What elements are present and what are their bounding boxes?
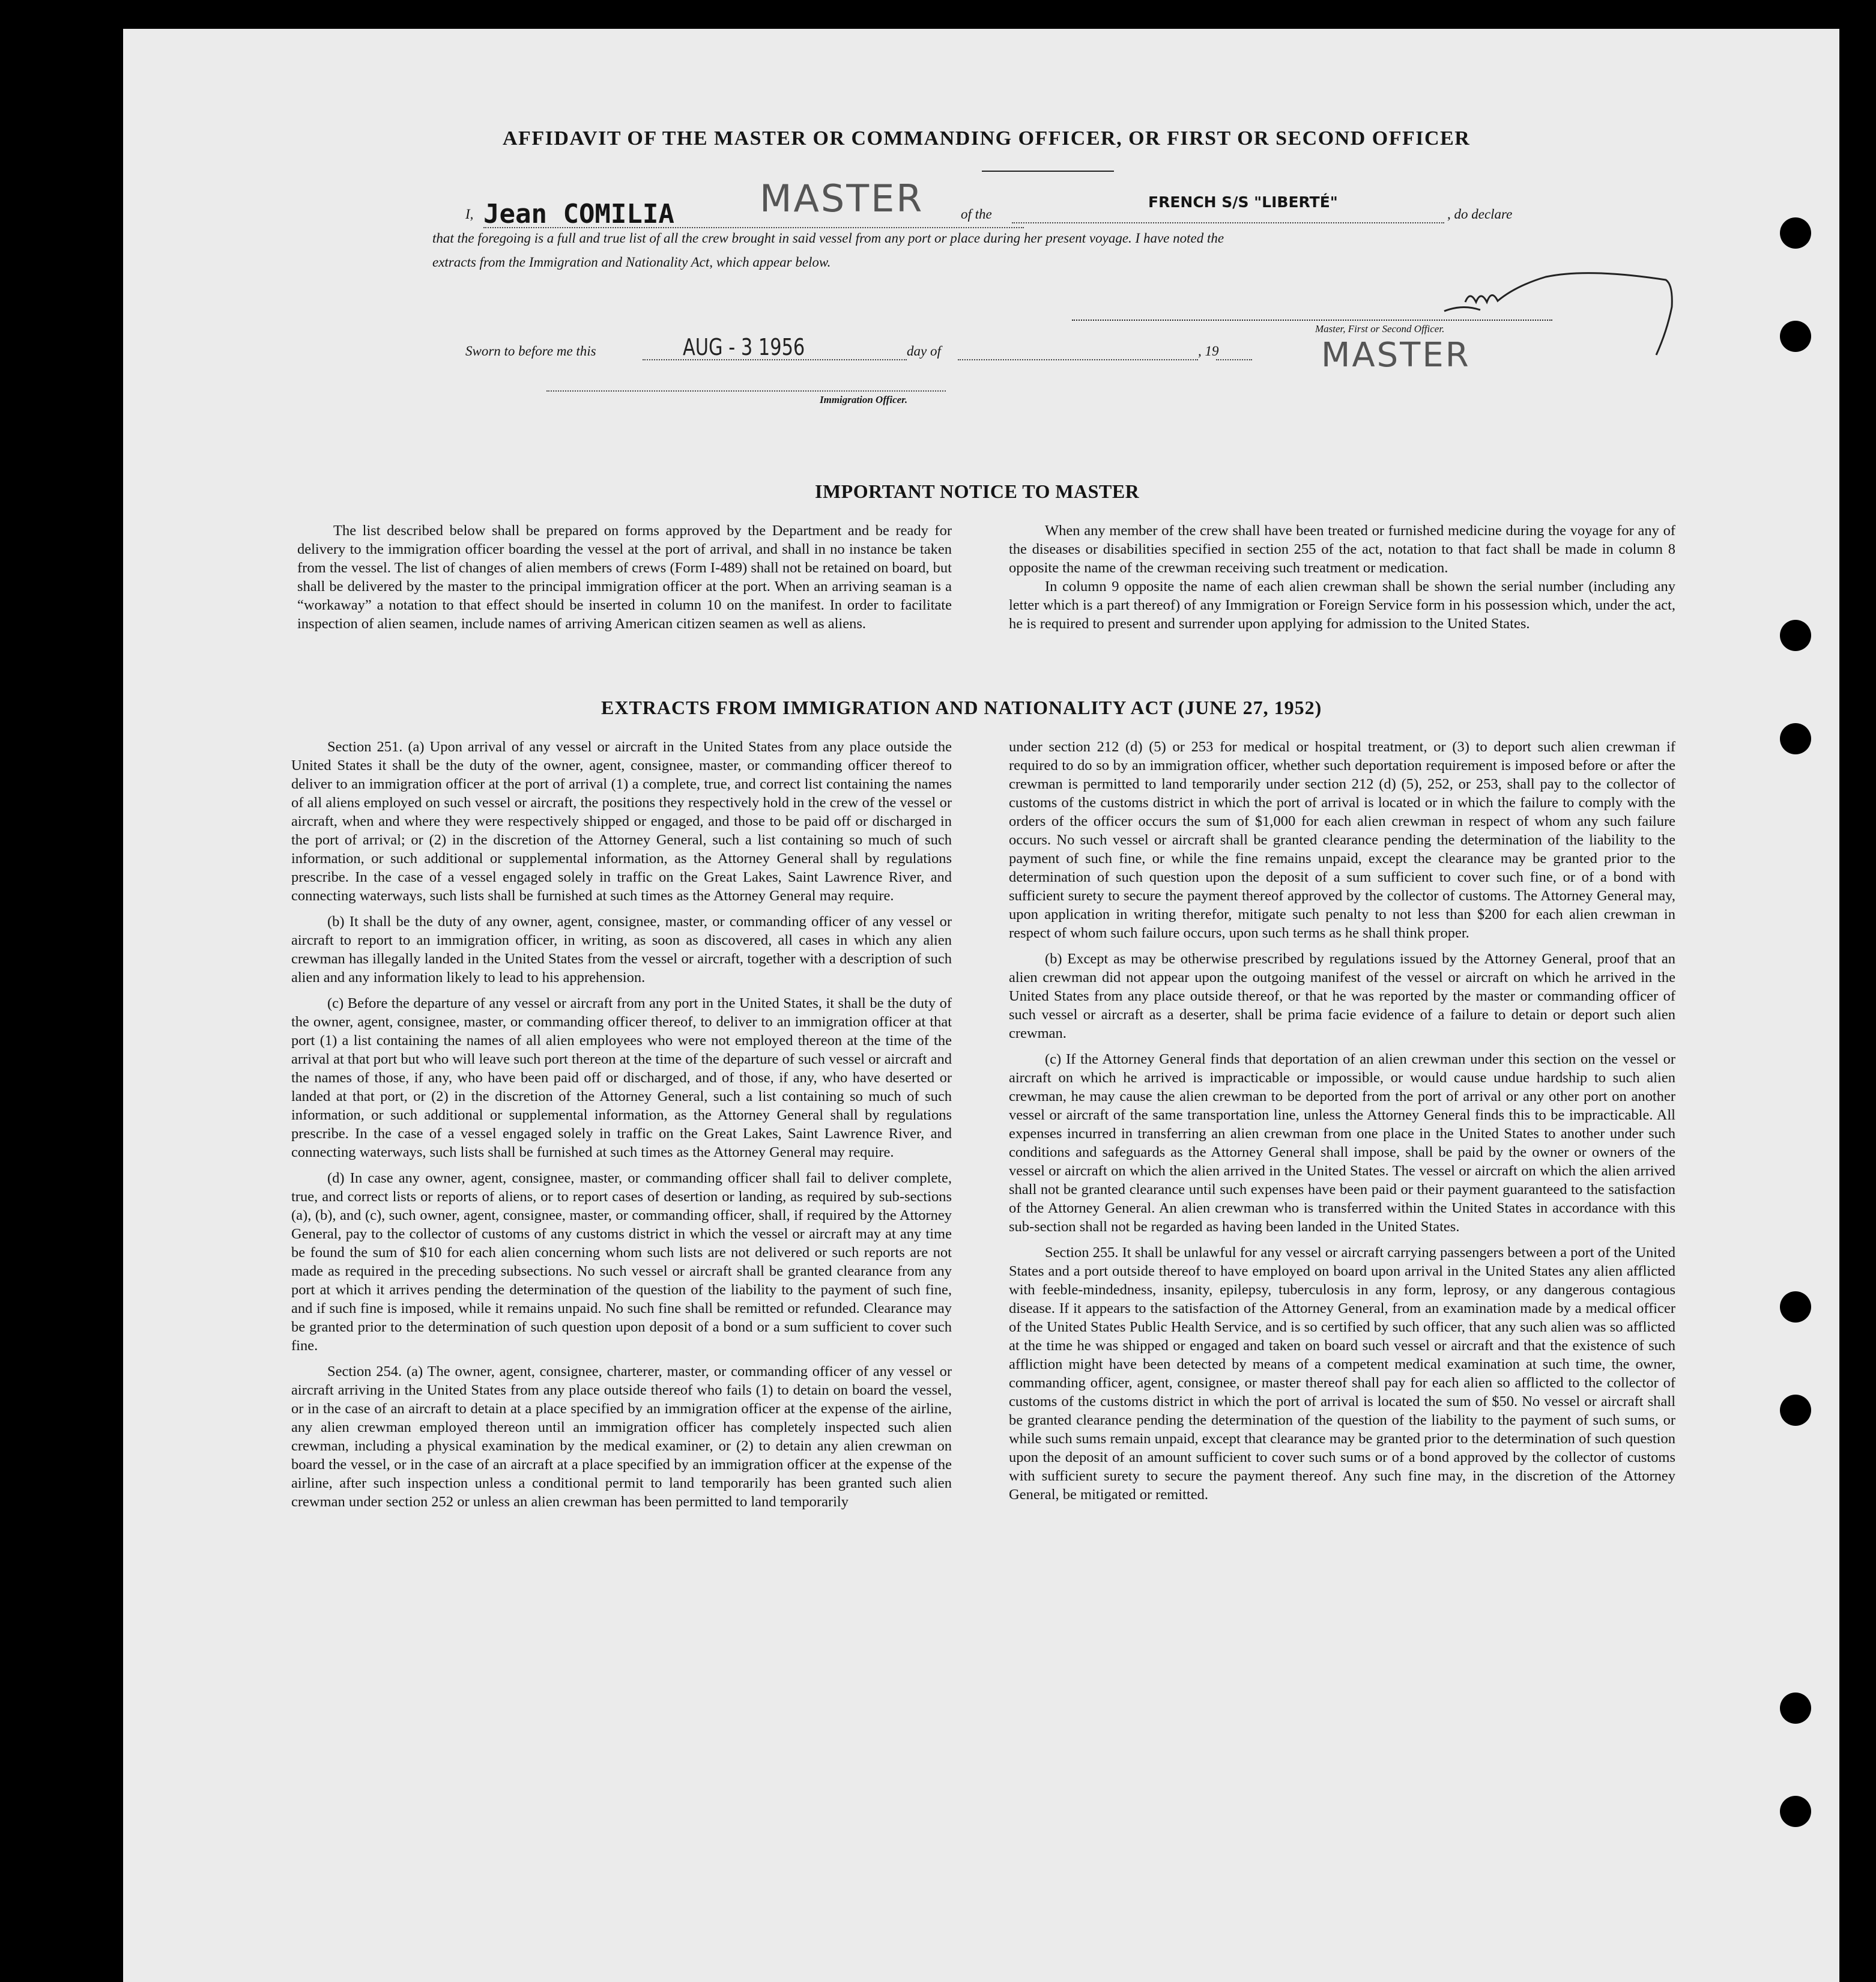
vessel-name: FRENCH S/S "LIBERTÉ" xyxy=(1148,193,1338,211)
section-254-a: Section 254. (a) The owner, agent, consignee, charterer, master, or commanding officer of any vessel or aircraft arriving in the United States from any place outside thereof who fails (1) to detain on board the vessel, or in the case of an aircraft to detain at a place specified by an immigration officer at the expense of the airline, any alien crewman employed thereon until an immigration officer has completely inspected such alien crewman, including a physical examination by the medical examiner, or (2) to detain any alien crewman on board the vessel, or in the case of an aircraft at a place specified by an immigration officer at the expense of the airline, after such inspection unless a conditional permit to land temporarily has been granted such alien crewman under section 252 or unless an alien crewman has been permitted to land temporarily xyxy=(291,1363,952,1510)
section-255: Section 255. It shall be unlawful for any vessel or aircraft carrying passengers between a port of the United States and a port outside thereof to have employed on board upon arrival in the United States any alien afflicted with feeble-mindedness, insanity, epilepsy, tuberculosis in any form, leprosy, or any dangerous contagious disease. If it appears to the satisfaction of the Attorney General, from an examination made by a medical officer of the United States Public Health Service, and is so certified by such officer, that any such alien was so afflicted at the time he was shipped or engaged and taken on board such vessel or aircraft and that the existence of such affliction might have been detected by means of a competent medical examination at such time, the owner, commanding officer, agent, consignee, or master thereof shall pay for each alien so afflicted to the collector of customs of the customs district in which the port of arrival is located the sum of $50. No vessel or aircraft shall be granted clearance pending the determination of the question of the liability to the payment of such sums, or while such sums remain unpaid, except that clearance may be granted prior to the determination of such question upon the deposit of an amount sufficient to cover such sums or of a bond approved by the collector of customs with sufficient surety to secure the payment thereof. Any such fine may, in the discretion of the Attorney General, be mitigated or remitted. xyxy=(1009,1244,1675,1503)
section-251-b: (b) It shall be the duty of any owner, agent, consignee, master, or commanding officer of any vessel or aircraft to report to an immigration officer, in writing, as soon as discovered, all cases in which any alien crewman has illegally landed in the United States from the vessel or aircraft, together with a description of such alien and any information likely to lead to his apprehension. xyxy=(291,914,952,986)
notice-right-text-2: In column 9 opposite the name of each alien crewman shall be shown the serial number (including any letter which is a part thereof) of any Immigration or Foreign Service form in his possession which, under the act, he is required to present and surrender upon applying for admission to the United States. xyxy=(1009,578,1675,632)
document-page xyxy=(123,29,1839,1982)
extracts-heading: EXTRACTS FROM IMMIGRATION AND NATIONALITY ACT (JUNE 27, 1952) xyxy=(601,697,1322,718)
affidavit-heading: AFFIDAVIT OF THE MASTER OR COMMANDING OFFICER, OR FIRST OR SECOND OFFICER xyxy=(503,127,1471,150)
section-251-d: (d) In case any owner, agent, consignee, master, or commanding officer shall fail to deliver complete, true, and correct lists or reports of aliens, or to report cases of desertion or landing, as required by sub-sections (a), (b), and (c), such owner, agent, consignee, master, or commanding officer, shall, if required by the Attorney General, pay to the collector of customs of any customs district in which the vessel or aircraft may at any time be found the sum of $10 for each alien concerning whom such lists are not delivered or such reports are not made as required in the preceding subsections. No such vessel or aircraft shall be granted clearance from any port at which it arrives pending the determination of the question of the liability to the payment of such fine, and if such fine is imposed, while it remains unpaid. No such fine shall be remitted or refunded. Clearance may be granted prior to the determination of such question upon deposit of a bond or a sum sufficient to cover such fine. xyxy=(291,1170,952,1354)
punch-hole xyxy=(1780,620,1811,651)
notice-right-text-1: When any member of the crew shall have been treated or furnished medicine during the voyage for any of the diseases or disabilities specified in section 255 of the act, notation to that fact shall be made in column 8 opposite the name of the crewman receiving such treatment or medication. xyxy=(1009,523,1675,576)
punch-hole xyxy=(1780,321,1811,352)
section-251-a: Section 251. (a) Upon arrival of any vessel or aircraft in the United States from any place outside the United States it shall be the duty of the owner, agent, consignee, master, or commanding officer thereof to deliver to an immigration officer at the port of arrival (1) a complete, true, and correct list containing the names of all aliens employed on such vessel or aircraft, the positions they respectively hold in the crew of the vessel or aircraft, when and where they were respectively shipped or engaged, and those to be paid off or discharged in the port of arrival; or (2) in the discretion of the Attorney General, such a list containing so much of such information, or such additional or supplemental information, as the Attorney General shall by regulations prescribe. In the case of a vessel engaged solely in traffic on the Great Lakes, Saint Lawrence River, and connecting waterways, such lists shall be furnished at such times as the Attorney General may require. xyxy=(291,739,952,904)
master-name: Jean COMILIA xyxy=(483,199,674,229)
signature-line xyxy=(1072,320,1552,321)
officer-signature-line xyxy=(546,390,946,392)
punch-hole xyxy=(1780,1291,1811,1323)
month-line xyxy=(958,359,1198,360)
section-254-b: (b) Except as may be otherwise prescribed by regulations issued by the Attorney General, proof that an alien crewman did not appear upon the outgoing manifest of the vessel or aircraft on which he arrived in the United States from any place outside thereof, or that he was reported by the master or commanding officer of such vessel or aircraft as a deserter, shall be prima facie evidence of a failure to detain or deport such alien crewman. xyxy=(1009,951,1675,1041)
signer-stamp: MASTER xyxy=(1321,336,1471,375)
year-label: , 19 xyxy=(1198,344,1219,359)
notice-right-column xyxy=(1009,521,1675,633)
extracts-right-column xyxy=(1009,738,1675,1511)
notice-left-text: The list described below shall be prepared on forms approved by the Department and be ready for delivery to the immigration officer boarding the vessel at the port of arrival, and shall in no instance be taken from the vessel. The list of changes of alien members of crews (Form I-489) shall not be retained on board, but shall be delivered by the master to the principal immigration officer at the port. When an arriving seaman is a “workaway” a notation to that effect should be inserted in column 10 on the manifest. In order to facilitate inspection of alien seamen, include names of arriving American citizen seamen as well as aliens. xyxy=(297,523,952,632)
declaration-line-2: extracts from the Immigration and Nationality Act, which appear below. xyxy=(432,255,831,270)
section-251-c: (c) Before the departure of any vessel or aircraft from any port in the United States, it shall be the duty of the owner, agent, consignee, master, or commanding officer thereof, to deliver to an immigration officer at that port (1) a list containing the names of all alien employees who were not employed thereon at the time of the arrival at that port but who will leave such port thereon at the time of the departure of such vessel or aircraft and the names of those, if any, who have been paid off or discharged, and of those, if any, who have deserted or landed at that port, or (2) in the discretion of the Attorney General, such a list containing so much of such information, or such additional or supplemental information, as the Attorney General shall by regulations prescribe. In the case of a vessel engaged solely in traffic on the Great Lakes, Saint Lawrence River, and connecting waterways, such lists shall be furnished at such times as the Attorney General may require. xyxy=(291,995,952,1160)
punch-hole xyxy=(1780,1693,1811,1724)
punch-hole xyxy=(1780,1796,1811,1827)
section-254-a-continued: under section 212 (d) (5) or 253 for medical or hospital treatment, or (3) to deport such alien crewman if required to do so by an immigration officer, whether such deportation requirement is imposed before or after the crewman is permitted to land temporarily under section 212 (d) (5), 252, or 253, shall pay to the collector of customs of the customs district in which the port of arrival is located or in which the failure to comply with the orders of the officer occurs the sum of $1,000 for each alien crewman in respect of whom any such failure occurs. No such vessel or aircraft shall be granted clearance pending the determination of the liability to the payment of such fine, or while the fine remains unpaid, except the clearance may be granted prior to the determination of such question upon the deposit of a sum sufficient to cover such fine, or of a bond with sufficient surety to secure the payment thereof approved by the collector of customs. The Attorney General may, upon application in writing therefor, mitigate such penalty to not less than $200 for each alien crewman in respect of whom such failure occurs, upon such terms as he shall think proper. xyxy=(1009,739,1675,941)
heading-rule xyxy=(982,171,1114,172)
punch-hole xyxy=(1780,723,1811,754)
punch-hole xyxy=(1780,1395,1811,1426)
of-the-label: of the xyxy=(961,207,992,222)
extracts-left-column xyxy=(291,738,952,1518)
notice-left-column xyxy=(297,521,952,633)
section-254-c: (c) If the Attorney General finds that deportation of an alien crewman under this section on the vessel or aircraft on which he arrived is impracticable or impossible, or would cause undue hardship to such alien crewman, he may cause the alien crewman to be deported from the port of arrival or any other port on another vessel or aircraft of the same transportation line, unless the Attorney General finds this to be impracticable. All expenses incurred in transferring an alien crewman from one place in the United States to another under such conditions and safeguards as the Attorney General shall impose, shall be paid by the owner or owners of the vessel or aircraft on which the alien arrived in the United States. The vessel or aircraft on which the alien arrived shall not be granted clearance until such expenses have been paid or their payment guaranteed to the satisfaction of the Attorney General. An alien crewman who is transferred within the United States in accordance with this sub-section shall not be regarded as having been landed in the United States. xyxy=(1009,1051,1675,1235)
i-label: I, xyxy=(465,207,474,222)
vessel-line xyxy=(1012,222,1444,223)
year-line xyxy=(1216,359,1252,360)
rank-stamp: MASTER xyxy=(760,177,924,220)
declaration-line-1: that the foregoing is a full and true list of all the crew brought in said vessel from any port or place during her present voyage. I have noted the xyxy=(432,231,1224,246)
officer-caption: Immigration Officer. xyxy=(820,394,908,405)
notice-heading: IMPORTANT NOTICE TO MASTER xyxy=(815,480,1140,502)
day-of-label: day of xyxy=(907,344,941,359)
signer-caption: Master, First or Second Officer. xyxy=(1315,323,1445,335)
do-declare-label: , do declare xyxy=(1447,207,1513,222)
sworn-date-stamp: AUG - 3 1956 xyxy=(683,334,805,360)
sworn-label: Sworn to before me this xyxy=(465,344,596,359)
name-line xyxy=(483,227,1024,228)
punch-hole xyxy=(1780,217,1811,249)
